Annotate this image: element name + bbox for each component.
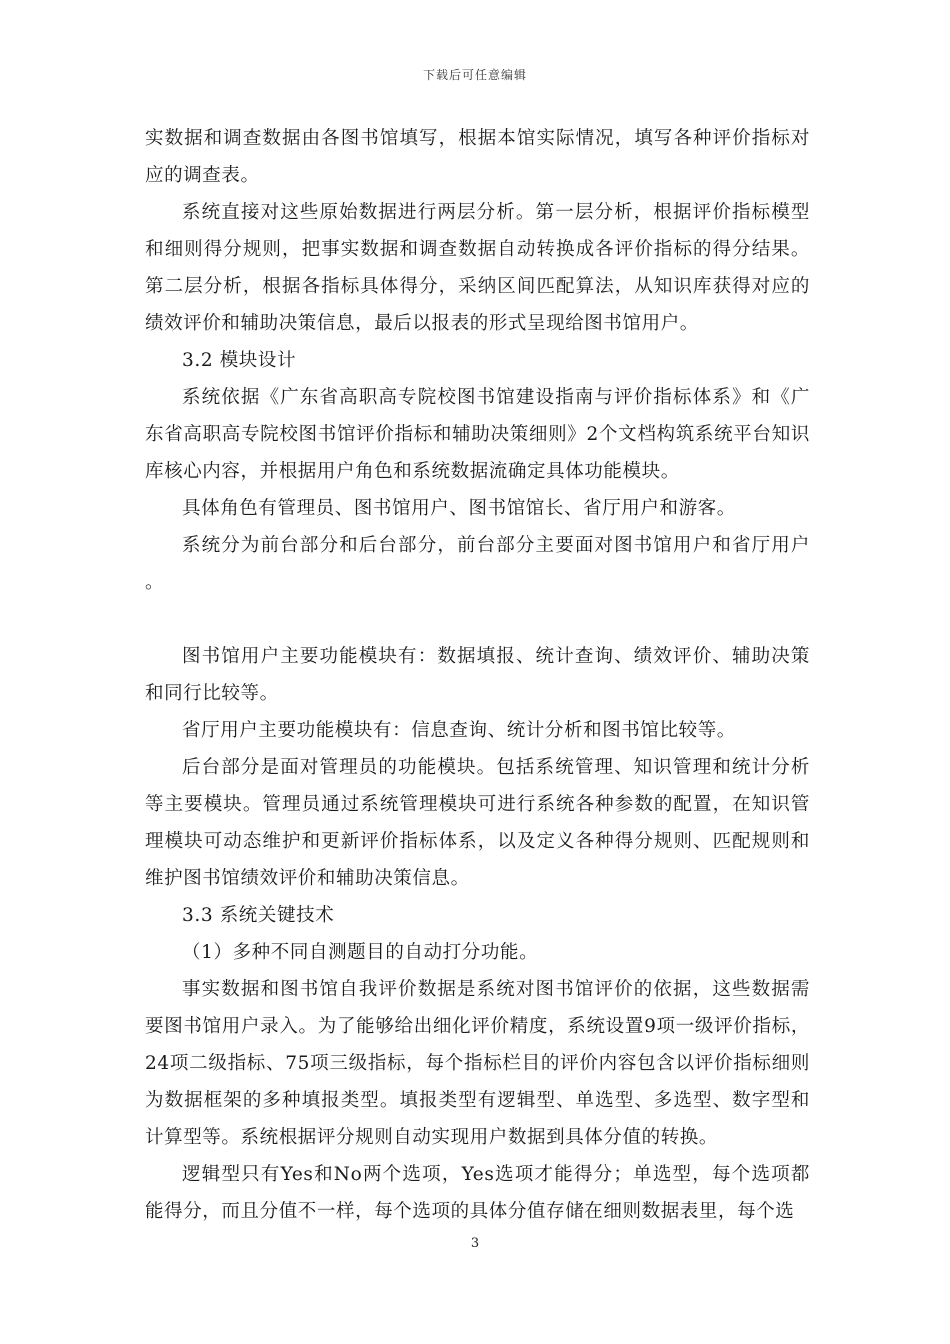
- paragraph-continuation: 实数据和调查数据由各图书馆填写，根据本馆实际情况，填写各种评价指标对应的调查表。: [145, 128, 810, 186]
- paragraph-roles: 具体角色有管理员、图书馆用户、图书馆馆长、省厅用户和游客。: [182, 498, 736, 519]
- paragraph-front-back: 系统分为前台部分和后台部分，前台部分主要面对图书馆用户和省厅用户 。: [145, 535, 810, 593]
- paragraph-fact-data: 事实数据和图书馆自我评价数据是系统对图书馆评价的依据，这些数据需要图书馆用户录入。为了能够给出细化评价精度，系统设置9项一级评价指标，24项二级指标、75项三级指标，每个指标栏目的评价内容包含以评价指标细则为数据框架的多种填报类型。填报类型有逻辑型、单选型、多选型、数字型和计算型等。系统根据评分规则自动实现用户数据到具体分值的转换。: [145, 979, 810, 1148]
- page-header: 下载后可任意编辑: [422, 68, 527, 82]
- list-item-1: （1）多种不同自测题目的自动打分功能。: [182, 942, 539, 963]
- document-body: [145, 120, 810, 1230]
- paragraph-analysis: 系统直接对这些原始数据进行两层分析。第一层分析，根据评价指标模型和细则得分规则，把事实数据和调查数据自动转换成各评价指标的得分结果。第二层分析，根据各指标具体得分，采纳区间匹配算法，从知识库获得对应的绩效评价和辅助决策信息，最后以报表的形式呈现给图书馆用户。: [145, 202, 810, 334]
- blank-line: [145, 601, 810, 638]
- paragraph-backend: 后台部分是面对管理员的功能模块。包括系统管理、知识管理和统计分析等主要模块。管理员通过系统管理模块可进行系统各种参数的配置，在知识管理模块可动态维护和更新评价指标体系，以及定义各种得分规则、匹配规则和维护图书馆绩效评价和辅助决策信息。: [145, 757, 810, 889]
- paragraph-province-modules: 省厅用户主要功能模块有：信息查询、统计分析和图书馆比较等。: [182, 720, 736, 741]
- section-heading-3-3: 3.3 系统关键技术: [182, 905, 335, 926]
- section-heading-3-2: 3.2 模块设计: [182, 350, 297, 371]
- page-number: 3: [470, 1236, 480, 1251]
- paragraph-library-modules: 图书馆用户主要功能模块有：数据填报、统计查询、绩效评价、辅助决策和同行比较等。: [145, 646, 810, 704]
- paragraph-basis: 系统依据《广东省高职高专院校图书馆建设指南与评价指标体系》和《广东省高职高专院校图书馆评价指标和辅助决策细则》2个文档构筑系统平台知识库核心内容，并根据用户角色和系统数据流确定具体功能模块。: [145, 387, 810, 482]
- paragraph-logic-type: 逻辑型只有Yes和No两个选项，Yes选项才能得分；单选型，每个选项都能得分，而且分值不一样，每个选项的具体分值存储在细则数据表里，每个选: [145, 1164, 810, 1222]
